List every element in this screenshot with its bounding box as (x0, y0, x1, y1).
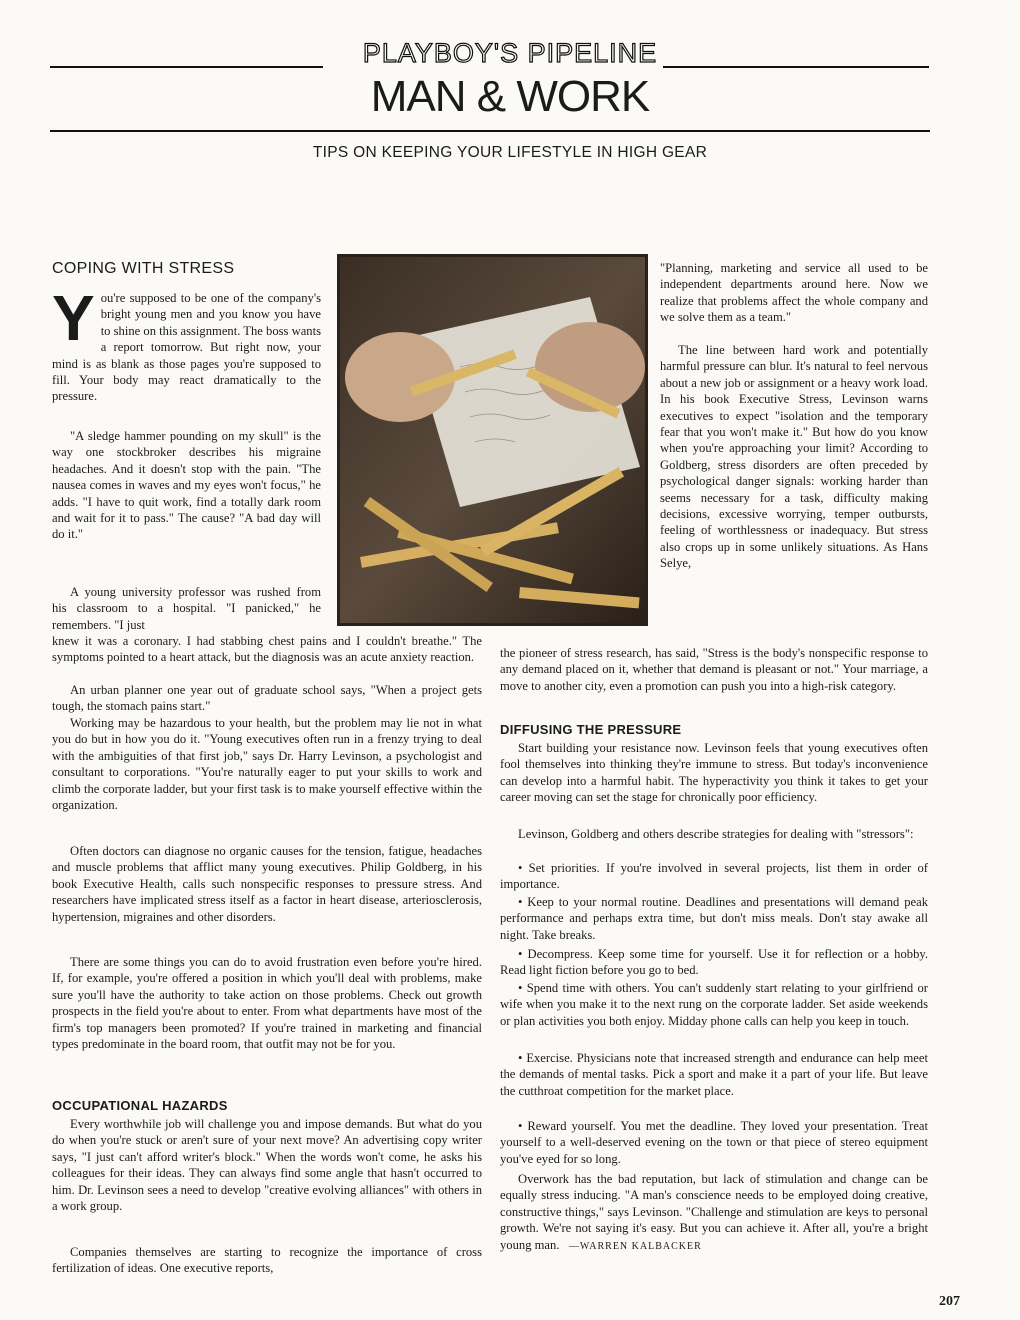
bullet-item: • Keep to your normal routine. Deadlines and presentations will demand peak performance and perhaps extra time, but don't miss meals. Don't stay awake all night. Take breaks. (500, 895, 928, 942)
paragraph-text: Overwork has the bad reputation, but lack of stimulation and change can be equally stress inducing. "A man's conscience needs to be employed doing creative, constructive things," says Levinson. "Challenge and stimulation are keys to personal growth. We're not saying it's easy. But you can achieve it. After all, you're a bright young man. (500, 1172, 928, 1252)
paragraph: Companies themselves are starting to recognize the importance of cross fertilization of ideas. One executive reports, (52, 1245, 482, 1276)
bullet-item: • Set priorities. If you're involved in several projects, list them in order of importance. (500, 861, 928, 892)
paragraph-text: ou're supposed to be one of the company's bright young men and you know you have to shine on this assignment. The boss wants a report tomorrow. But right now, your mind is as blank as those pages you're supposed to fill. Your body may react dramatically to the pressure. (52, 291, 321, 404)
byline: —WARREN KALBACKER (568, 1240, 702, 1252)
paragraph: The line between hard work and potentially harmful pressure can blur. It's natural to feel nervous about a new job or assignment or a heavy work load. In his book Executive Stress, Levinson warns executives to expect "isolation and the temporary fear that you won't make it." But how do you know when you're approaching your limit? According to Goldberg, stress disorders are often preceded by psychological danger signals: working harder than seems necessary for a task, difficulty making decisions, excessive worrying, temper outbursts, feeling of worthlessness or inadequacy. But stress also crops up in some unlikely situations. As Hans Selye, (660, 343, 928, 571)
section-heading-diffusing: DIFFUSING THE PRESSURE (500, 722, 682, 737)
bullet-item: • Decompress. Keep some time for yourself. Use it for reflection or a hobby. Read light fiction before you go to bed. (500, 947, 928, 978)
article-photo (337, 254, 648, 626)
paragraph (52, 282, 321, 405)
header-rule-bottom (50, 130, 930, 132)
paragraph: Levinson, Goldberg and others describe strategies for dealing with "stressors": (518, 827, 914, 841)
broken-pencils-image (340, 257, 645, 623)
bullet-item: • Reward yourself. You met the deadline. They loved your presentation. Treat yourself to a well-deserved evening on the town or that piece of stereo equipment you've eyed for so long. (500, 1119, 928, 1166)
paragraph: "A sledge hammer pounding on my skull" is the way one stockbroker describes his migraine headaches. And it doesn't stop with the pain. "The nausea comes in waves and my eyes won't focus," he adds. "I have to quit work, find a totally dark room and wait for it to pass." The cause? "A bad day will do it." (52, 429, 321, 542)
paragraph: the pioneer of stress research, has said, "Stress is the body's nonspecific response to any demand placed on it, whether that demand is pleasant or not." Your marriage, a move to another city, even a promotion can push you into a high-risk category. (500, 646, 928, 693)
section-heading-coping: COPING WITH STRESS (52, 260, 235, 277)
page-subtitle: TIPS ON KEEPING YOUR LIFESTYLE IN HIGH GEAR (312, 144, 708, 161)
drop-cap: Y (52, 282, 95, 354)
paragraph: Every worthwhile job will challenge you and impose demands. But what do you do when you're stuck or aren't sure of your next move? An advertising copy writer says, "I just can't afford writer's block." When the words won't come, he asks his colleagues for their ideas. They can always find some angle that hasn't occurred to him. Dr. Levinson sees a need to develop "creative evolving alliances" with others in a work group. (52, 1117, 482, 1214)
paragraph: There are some things you can do to avoid frustration even before you're hired. If, for example, you're offered a position in which you'll deal with problems, make sure you'll have the authority to take action on those problems. Check out growth prospects in the field you're about to enter. From what departments have most of the firm's top managers been promoted? If you're trained in marketing and financial types predominate in the board room, that outfit may not be for you. (52, 955, 482, 1052)
paragraph: Often doctors can diagnose no organic causes for the tension, fatigue, headaches and muscle problems that afflict many young executives. Philip Goldberg, in his book Executive Health, calls such nonspecific responses to pressure stress. And researchers have implicated stress itself as a factor in heart disease, arteriosclerosis, hypertension, migraines and other disorders. (52, 844, 482, 924)
paragraph: "Planning, marketing and service all used to be independent departments around here. Now we realize that problems affect the whole company and we solve them as a team." (660, 261, 928, 325)
page-title: MAN & WORK (370, 72, 650, 121)
paragraph: Start building your resistance now. Levinson feels that young executives often fool themselves into thinking they're immune to stress. But today's inconvenience can develop into a harmful habit. The hyperactivity you think it takes to get your career moving can set the stage for chronically poor efficiency. (500, 741, 928, 805)
paragraph: Working may be hazardous to your health, but the problem may lie not in what you do but in how you do it. "Young executives often run in a frenzy trying to deal with the ambiguities of that first job," says Dr. Harry Levinson, a psychologist and consultant to corporations. "You're naturally eager to put your skills to work and climb the corporate ladder, but your first task is to make yourself effective within the organization. (52, 716, 482, 813)
paragraph: A young university professor was rushed from his classroom to a hospital. "I panicked," he remembers. "I just (52, 585, 321, 632)
section-heading-occupational: OCCUPATIONAL HAZARDS (52, 1098, 228, 1113)
page-number: 207 (939, 1294, 960, 1309)
bullet-item: • Exercise. Physicians note that increased strength and endurance can help meet the demands of mental tasks. Pick a sport and make it a part of your life. But leave the cutthroat competition for the market place. (500, 1051, 928, 1098)
bullet-item: • Spend time with others. You can't suddenly start relating to your girlfriend or wife when you make it to the next rung on the corporate ladder. Set aside weekends or plan activities you both enjoy. Midday phone calls can help you keep in touch. (500, 981, 928, 1028)
kicker: PLAYBOY'S PIPELINE (362, 38, 658, 68)
paragraph: knew it was a coronary. I had stabbing chest pains and I couldn't breathe." The symptoms pointed to a heart attack, but the diagnosis was an acute anxiety reaction. (52, 634, 482, 665)
paragraph (500, 1171, 928, 1255)
paragraph: An urban planner one year out of graduate school says, "When a project gets tough, the stomach pains start." (52, 683, 482, 714)
